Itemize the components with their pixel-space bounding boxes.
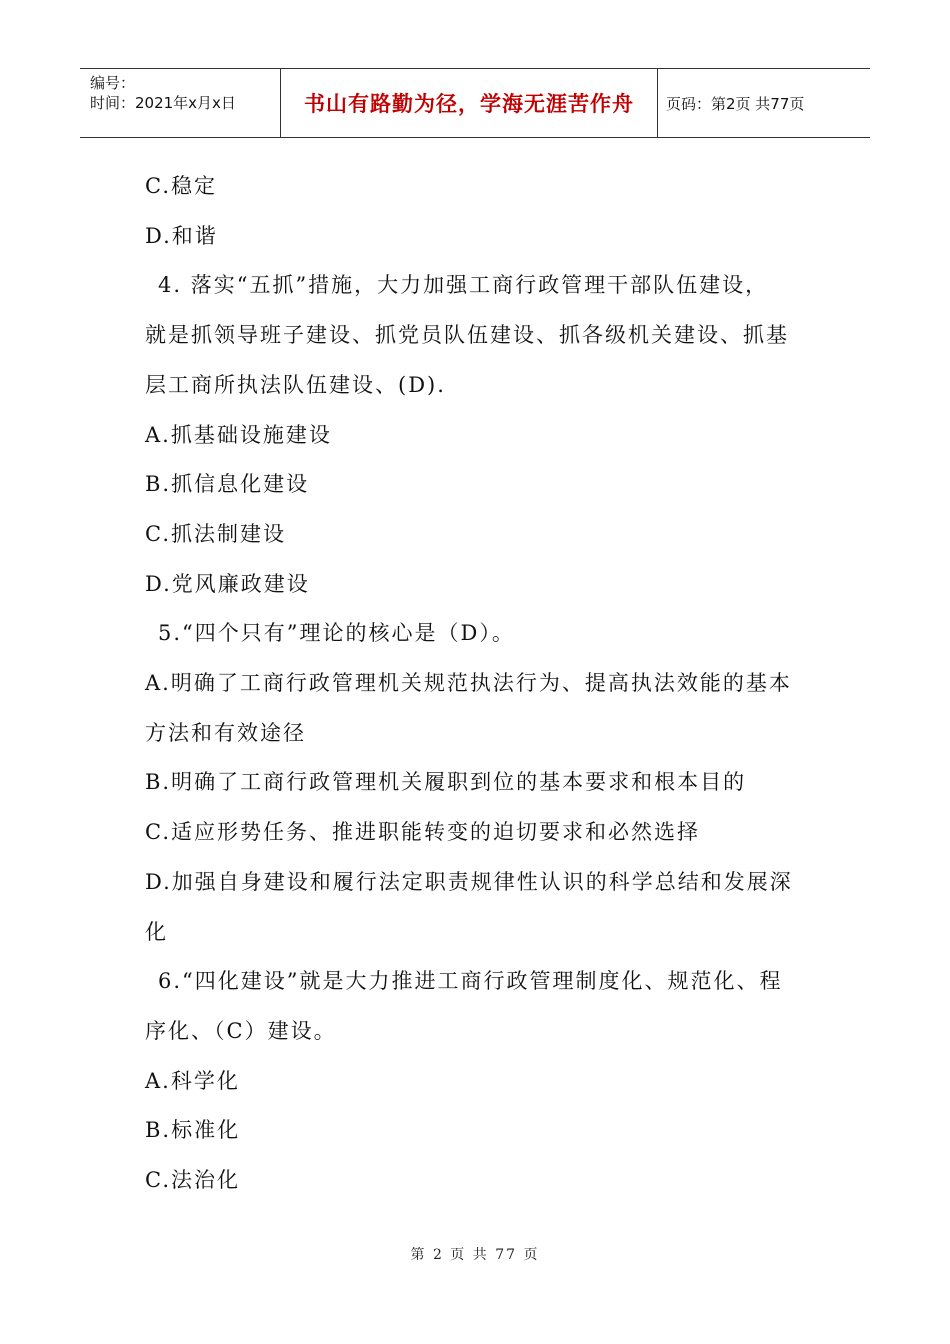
q5-option-c: C.适应形势任务、推进职能转变的迫切要求和必然选择	[145, 820, 700, 845]
question-6-line-1: 6.“四化建设”就是大力推进工商行政管理制度化、规范化、程	[158, 969, 783, 994]
q5-option-a-line-1: A.明确了工商行政管理机关规范执法行为、提高执法效能的基本	[145, 671, 792, 696]
q5-option-a-line-2: 方法和有效途径	[145, 720, 306, 745]
question-6-line-2: 序化、（C）建设。	[145, 1018, 337, 1043]
q4-option-a: A.抓基础设施建设	[145, 422, 332, 447]
document-body	[145, 162, 825, 1206]
page-header	[80, 68, 870, 138]
option-d-line: D.和谐	[145, 223, 218, 248]
q4-option-c: C.抓法制建设	[145, 521, 286, 546]
header-meta	[80, 69, 281, 137]
question-4-line-2: 就是抓领导班子建设、抓党员队伍建设、抓各级机关建设、抓基	[145, 323, 789, 348]
q4-option-b: B.抓信息化建设	[145, 472, 310, 497]
serial-label: 编号：	[90, 74, 136, 92]
option-c-line: C.稳定	[145, 174, 217, 198]
q5-option-d-line-1: D.加强自身建设和履行法定职责规律性认识的科学总结和发展深	[145, 869, 793, 894]
header-page-info: 页码：第2页 共77页	[666, 94, 805, 113]
time-label: 时间：2021年x月x日	[90, 94, 236, 112]
q6-option-c: C.法治化	[145, 1168, 240, 1193]
question-4-line-3: 层工商所执法队伍建设、(D).	[145, 372, 446, 397]
header-motto: 书山有路勤为径，学海无涯苦作舟	[281, 69, 658, 137]
page-footer: 第 2 页 共 77 页	[410, 1247, 540, 1263]
q5-option-b: B.明确了工商行政管理机关履职到位的基本要求和根本目的	[145, 770, 747, 795]
question-4-line-1: 4. 落实“五抓”措施，大力加强工商行政管理干部队伍建设，	[158, 273, 769, 298]
q4-option-d: D.党风廉政建设	[145, 571, 310, 596]
q6-option-b: B.标准化	[145, 1118, 241, 1143]
question-5-line: 5.“四个只有”理论的核心是（D）。	[158, 621, 515, 646]
q5-option-d-line-2: 化	[145, 919, 168, 944]
q6-option-a: A.科学化	[145, 1068, 240, 1093]
